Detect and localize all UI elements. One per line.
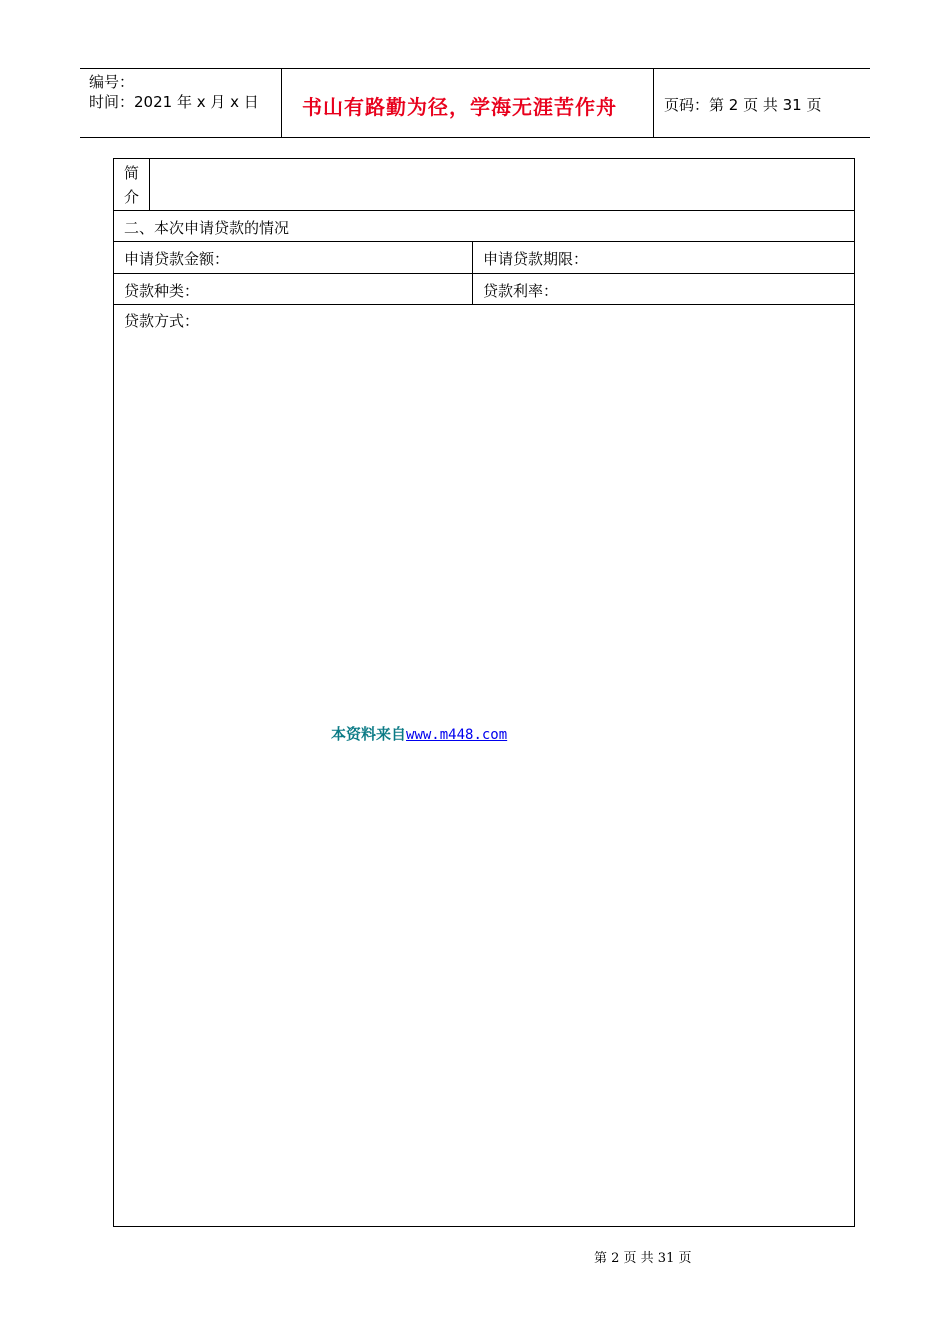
section-title-row (114, 211, 854, 242)
header-motto-cell (282, 69, 654, 137)
column-divider (472, 274, 473, 304)
loan-amount-label: 申请贷款金额： (124, 250, 230, 268)
column-divider (472, 242, 473, 273)
motto-text: 书山有路勤为径，学海无涯苦作舟 (302, 95, 617, 119)
page-code: 页码：第 2 页 共 31 页 (664, 96, 822, 114)
type-rate-row (114, 274, 854, 305)
source-label: 本资料来自 (331, 725, 407, 743)
time-label: 时间：2021 年 x 月 x 日 (89, 93, 259, 111)
intro-label-char-2: 介 (124, 188, 140, 206)
header-page-cell (654, 69, 870, 137)
footer-page-number: 第 2 页 共 31 页 (594, 1251, 692, 1266)
loan-type-label: 贷款种类： (124, 282, 200, 300)
header-meta-cell (80, 69, 282, 137)
amount-term-row (114, 242, 854, 274)
source-link[interactable]: www.m448.com (406, 727, 508, 743)
intro-row (114, 159, 854, 211)
source-note (331, 723, 507, 744)
loan-term-label: 申请贷款期限： (483, 250, 589, 268)
intro-label-char-1: 简 (124, 164, 140, 182)
loan-application-form (113, 158, 855, 1227)
loan-method-label: 贷款方式： (124, 312, 200, 330)
page-header (80, 68, 870, 138)
section-title: 二、本次申请贷款的情况 (124, 219, 290, 237)
loan-rate-label: 贷款利率： (483, 282, 559, 300)
number-label: 编号： (89, 73, 135, 91)
intro-label (114, 159, 150, 210)
